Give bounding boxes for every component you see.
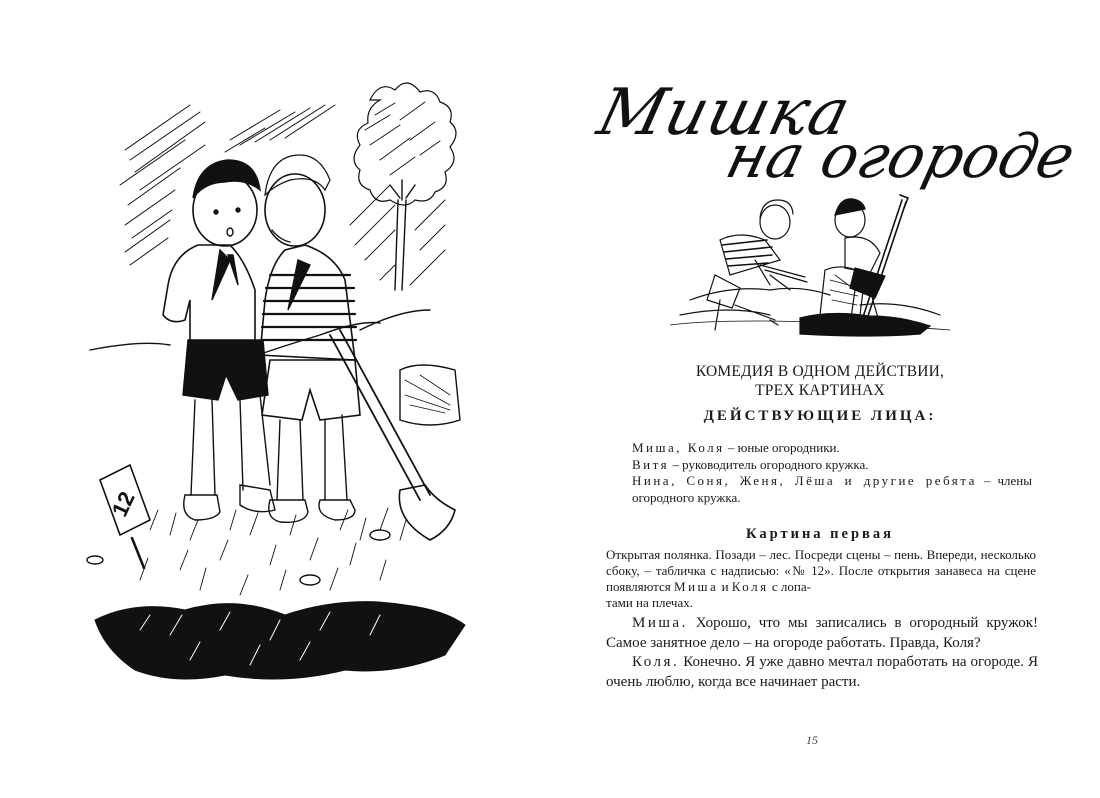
- subtitle: [610, 362, 1030, 400]
- play-title: [590, 72, 1082, 192]
- cast-item: [632, 440, 1032, 457]
- dialogue-text: Конечно. Я уже давно мечтал поработать на огороде. Я очень люблю, когда все начинает расти.: [606, 654, 1038, 690]
- cast-description: – члены огородного кружка.: [632, 473, 1032, 505]
- cast-description: – юные огородники.: [724, 440, 840, 455]
- boys-in-garden-illustration: [80, 60, 550, 730]
- cast-item: [632, 473, 1032, 506]
- cast-description: – руководитель огородного кружка.: [669, 456, 869, 472]
- title-line-1: Мишка: [590, 76, 858, 150]
- dialogue: [606, 614, 1038, 692]
- character-name: Коля: [731, 579, 769, 594]
- dialogue-text: Хорошо, что мы записались в огородный кружок! Самое занятное дело – на огороде работать. Правда, Коля?: [606, 615, 1038, 651]
- speaker-name: Миша.: [632, 615, 688, 631]
- dialogue-line: [606, 653, 1038, 692]
- dialogue-line: [606, 614, 1038, 653]
- stage-direction-text: и: [718, 579, 732, 594]
- page-number: 15: [806, 733, 818, 747]
- stage-direction-text: с лопа-: [768, 579, 811, 594]
- subtitle-line-2: ТРЕХ КАРТИНАХ: [755, 382, 885, 399]
- character-name: Миша: [674, 579, 719, 594]
- cast-heading: ДЕЙСТВУЮЩИЕ ЛИЦА:: [703, 408, 937, 424]
- right-page: [550, 0, 1100, 798]
- svg-text:12: 12: [106, 487, 140, 521]
- cast-item: [632, 457, 1032, 474]
- cast-names: Витя: [632, 456, 670, 472]
- stage-direction-text: Открытая полянка. Позади – лес. Посреди сцены – пень. Впереди, несколько сбоку, – табличка с надписью: «№ 12». После открытия занавеса на сцене появляются: [606, 547, 1036, 594]
- cast-names: Нина, Соня, Женя, Лёша и другие ребята: [632, 473, 977, 488]
- cast-list: [632, 440, 1032, 506]
- boys-pulling-stump-illustration: [670, 190, 955, 340]
- cast-names: Миша, Коля: [632, 440, 725, 455]
- stage-direction-last-line: тами на плечах.: [606, 595, 693, 610]
- stage-direction: [606, 547, 1036, 611]
- title-line-2: на огороде: [719, 122, 1082, 192]
- speaker-name: Коля.: [632, 654, 680, 670]
- subtitle-line-1: КОМЕДИЯ В ОДНОМ ДЕЙСТВИИ,: [695, 363, 945, 380]
- scene-heading: Картина первая: [746, 526, 894, 542]
